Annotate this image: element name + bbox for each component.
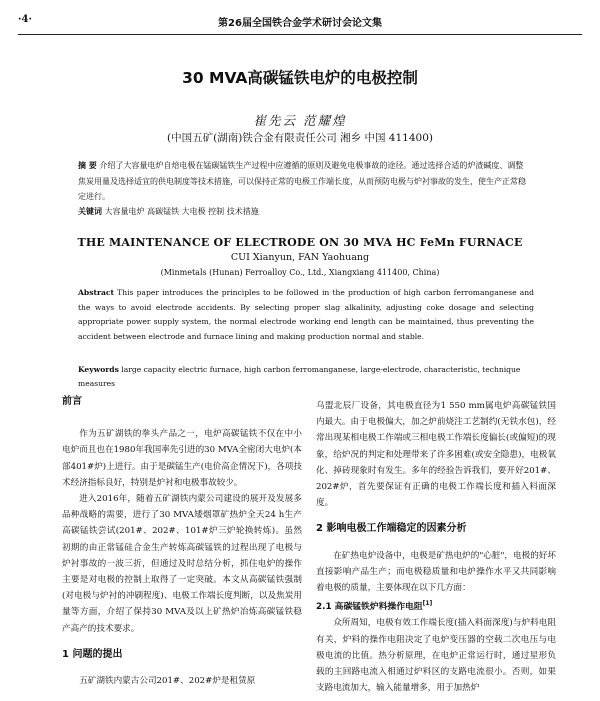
authors-cn: 崔先云 范耀煌 [253,113,347,128]
preface-paragraph-2: 进入2016年，随着五矿湖铁内蒙公司建设的展开及发展多品种战略的需要，进行了30 MVA矮烟罩矿热炉全天24 h生产高碳锰铁尝试(201#、202#、101#炉三炉轮换转炼)。虽然初期的由正常锰硅合金生产转炼高碳锰铁的过程出现了电极与炉衬事故的一波三折，但通过及时总结分析，抓住电炉的操作主要是对电极的控制上取得了一定突破。本文从高碳锰铁强制(对电极与炉衬的冲刷程度)、电极工作端长度判断，以及焦炭用量等方面，介绍了保持30 MVA及以上矿热炉冶炼高碳锰铁稳产高产的技术要求。 [62,494,302,634]
section-2-1-paragraph-1: 众所周知，电极有效工作端长度(插入料面深度)与炉料电阻有关，炉料的操作电阻决定了电炉变压器的空载二次电压与电极电流的比值。热分析原理，在电炉正常运行时，通过星形负载的主回路电流入相通过炉料区的支路电流很小。否则，如果支路电流加大，输入能量增多，用于加热炉 [316,618,556,694]
affiliation-cn: (中国五矿(湖南)铁合金有限责任公司 湘乡 中国 411400) [167,132,433,144]
preface-heading: 前言 [62,396,82,407]
affiliation-en: (Minmetals (Hunan) Ferroalloy Co., Ltd., Xiangxiang 411400, China) [160,268,440,277]
running-header [18,8,582,35]
keywords-en-text: large capacity electric furnace, high carbon ferromanganese, large-electrode, characteristic, technique measures [78,365,521,388]
abstract-en-label: Abstract [78,288,115,297]
section-2-paragraph-1: 在矿热电炉设备中，电极是矿热电炉的"心脏"，电极的好坏直接影响产品生产；而电极稳质量和电炉操作水平又共同影响着电极的质量，主要体现在以下几方面： [316,550,556,594]
abstract-cn [78,158,530,205]
keywords-cn [78,206,530,217]
keywords-cn-label: 关键词 [78,207,102,216]
page-number: ·4· [18,14,32,25]
keywords-cn-text: 大容量电炉 高碳锰铁 大电极 控制 技术措施 [104,207,259,216]
abstract-cn-label: 摘 要 [78,161,97,170]
section-1-paragraph-1: 五矿湖铁内蒙古公司201#、202#炉是租赁原 [79,676,256,687]
abstract-cn-text: 介绍了大容量电炉自焙电极在锰碳锰铁生产过程中应遵循的原则及避免电极事故的途径。通过选择合适的炉渣碱度、调整焦炭用量及选择适宜的供电制度等技术措施，可以保持正常的电极工作端长度，从而预防电极与炉衬事故的发生，使生产正常稳定进行。 [78,161,526,201]
paper-title-cn: 30 MVA高碳锰铁电炉的电极控制 [182,69,418,87]
keywords-en [78,363,534,391]
section-2-heading: 2 影响电极工作端稳定的因素分析 [316,523,467,535]
right-paragraph-1: 乌盟北辰厂设备，其电极直径为1 550 mm属电炉高碳锰铁国内最大。由于电极偏大，加之炉前烧注工艺制约(无铁水包)，经常出现某相电极工作端或三相电极工作端长度偏长(或偏短)的现象，给炉况的判定和处理带来了许多困难(或安全隐患)，电极氧化、掉砖现象时有发生。多年的经验告诉我们，要开好201#、202#炉，首先要保证有正确的电极工作端长度和插入料面深度。 [316,401,556,509]
section-2-1-reference: [1] [422,600,433,608]
abstract-en [78,286,534,344]
body-left-column [62,394,302,689]
preface-paragraph-1: 作为五矿湖铁的拳头产品之一，电炉高碳锰铁不仅在中小电炉而且也在1980年我国率先引进的30 MVA全密闭大电炉(本部401#炉)上进行。由于是碳锰生产(电价高企情况下)，各项技术经济指标良好，特别是炉衬和电极事故较少。 [62,429,302,488]
authors-en: CUI Xianyun, FAN Yaohuang [230,252,370,263]
keywords-en-label: Keywords [78,365,119,374]
paper-title-en: THE MAINTENANCE OF ELECTRODE ON 30 MVA HC FeMn FURNACE [77,236,523,249]
abstract-en-text: This paper introduces the principles to be followed in the production of high carbon ferromanganese and the ways to avoid electrode accidents. By selecting proper slag alkalinity, adjusting coke dosage and selecting appropriate power supply system, the normal electrode working end length can be maintained, thus preventing the accident between electrode and furnace lining and making production normal and stable. [78,288,534,341]
body-right-column [316,398,556,696]
section-1-heading: 1 问题的提出 [62,648,123,660]
running-title: 第26届全国铁合金学术研讨会论文集 [218,18,382,29]
section-2-1-heading [316,596,556,615]
section-2-1-heading-text: 2.1 高碳锰铁炉料操作电阻 [316,602,423,613]
